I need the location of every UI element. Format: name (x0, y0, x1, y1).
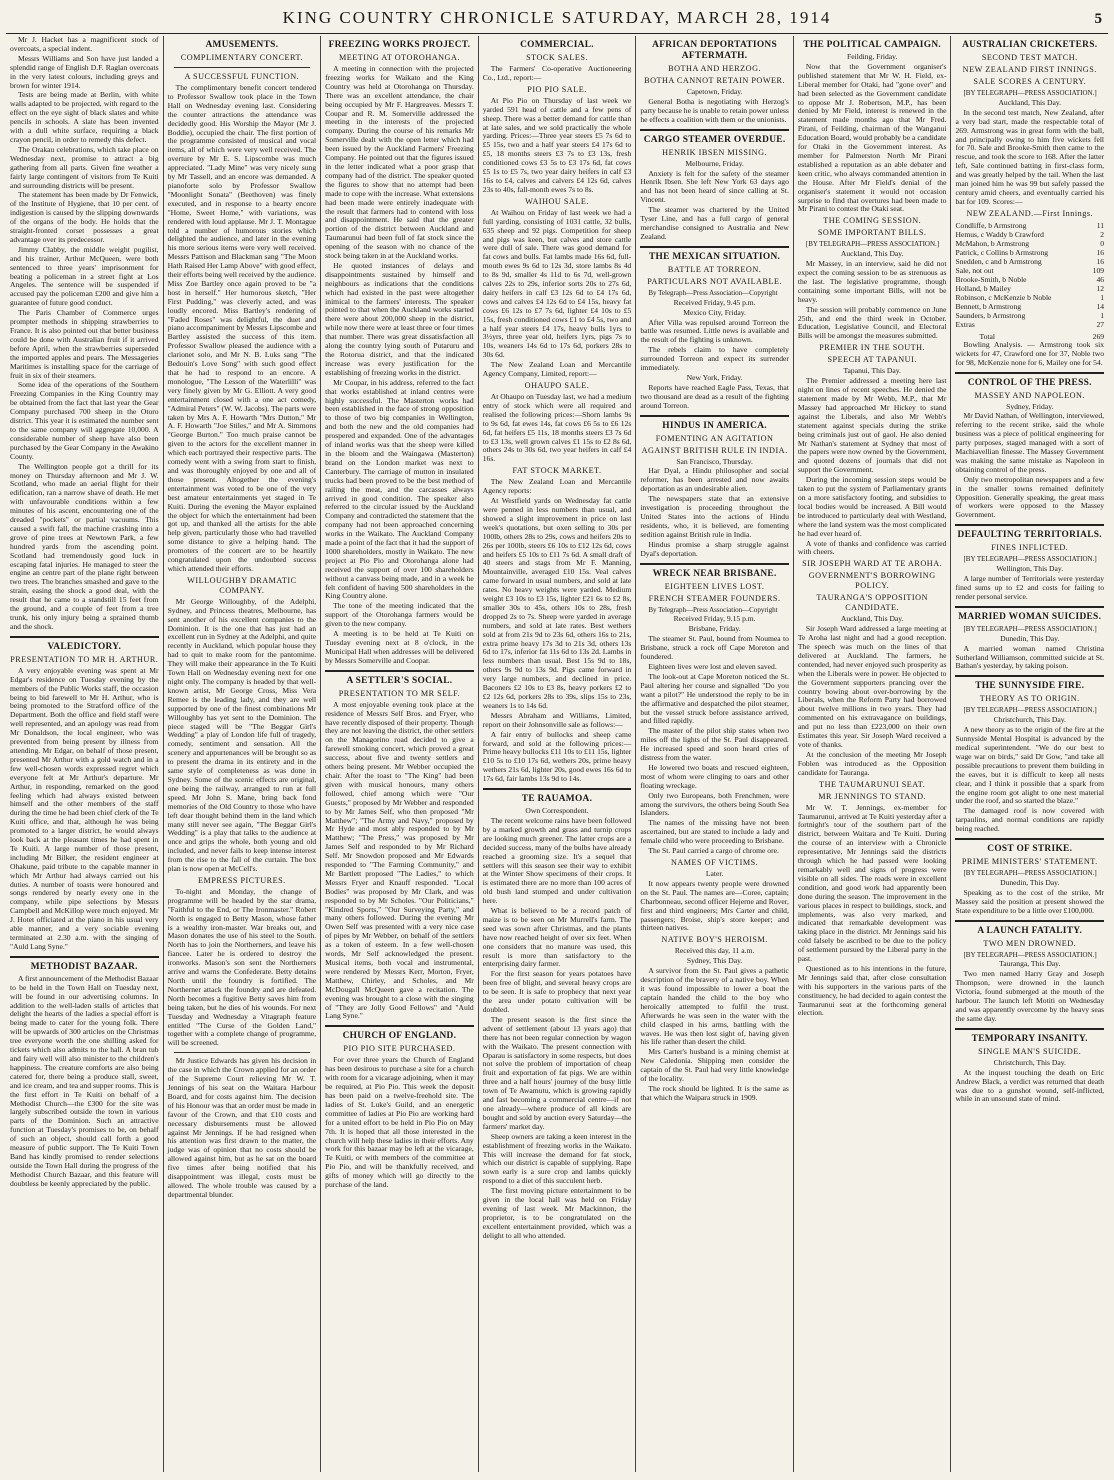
batsman-name: Holland, b Mailey (955, 283, 1011, 293)
subheadline: COMPLIMENTARY CONCERT. (180, 53, 303, 62)
paragraph: General Botha is negotiating with Herzog's party because he is unable to retain power unless he effects a coalition with them or the unionists. (640, 96, 789, 124)
subheadline: EMPRESS PICTURES. (198, 875, 286, 885)
dateline: Capetown, Friday. (686, 87, 743, 96)
batsman-name: Snedden, c and b Armstrong (955, 256, 1042, 266)
batsman-runs: 27 (1096, 319, 1105, 329)
paragraph: The steamer was chartered by the United Tyser Line, and has a full cargo of general merchandise consigned to Australia and New Zealand. (640, 205, 789, 241)
subheadline: AGAINST BRITISH RULE IN INDIA. (641, 445, 788, 455)
subheadline: NEW ZEALAND.—First Innings. (966, 208, 1094, 218)
paragraph: The present season is the first since the advent of settlement (about 13 years ago) that there has not been regular connection by wagon with the Waikato. The present connection with Oparau is satisfactory in some respects, but does not solve the problem of importation of cheap fruit and exportation of fat pigs. We are within three and a half hours' journey of the busy little town of Te Awamutu, which is growing rapidly and fast becoming a commercial centre—if not one already—where produce of all kinds are bought and sold by auction every Saturday—the farmers' market day. (482, 1014, 632, 1131)
scorecard-row (955, 320, 1104, 329)
batsman-name: Condliffe, b Armstrong (955, 220, 1027, 230)
headline-methodist-bazaar: METHODIST BAZAAR. (30, 961, 138, 972)
subheadline: FINES INFLICTED. (991, 543, 1069, 553)
subheadline: THE COMING SESSION. (823, 216, 922, 226)
divider (955, 606, 1104, 608)
subheadline: TWO MEN DROWNED. (983, 938, 1077, 948)
scorecard-total-row (955, 329, 1104, 341)
paragraph: During the incoming session steps would be taken to put the system of Parliamentary grants on a more satisfactory footing, and subsidies to local bodies would be increased. A Bill would be introduced to particularly deal with Westland, where the land system was the most complicated he had ever heard of. (797, 475, 947, 538)
divider (10, 636, 159, 638)
page-number: 5 (1094, 11, 1102, 27)
column-6 (794, 36, 952, 1472)
subheadline: WILLOUGHBY DRAMATIC COMPANY. (187, 575, 297, 595)
subheadline: PIO PIO SALE. (527, 84, 587, 94)
headline-defaulting-territorials: DEFAULTING TERRITORIALS. (957, 530, 1102, 541)
batsman-name: Brooke-Smith, b Noble (955, 274, 1027, 284)
wire-credit: By Telegraph—Press Association—Copyright (648, 605, 778, 614)
dateline: Wellington, This Day. (996, 564, 1064, 574)
paragraph: After Villa was repulsed around Torreon the battle was resumed. Little news is available and the result of the fighting is unknown. (640, 317, 789, 345)
headline-hindus-in-america: HINDUS IN AMERICA. (662, 420, 767, 431)
headline-cost-of-strike: COST OF STRIKE. (987, 844, 1073, 855)
batsman-runs: 14 (1096, 301, 1105, 311)
byline: Own Correspondent. (525, 806, 589, 816)
scorecard-row (955, 221, 1104, 230)
paragraph: A large number of Territorials were yesterday fined sums up to £2 and costs for failing to render personal service. (955, 574, 1105, 601)
paragraph: A married woman named Christina Sutherland Williamson, committed suicide at St. Bathan's yesterday, by taking poison. (955, 643, 1105, 671)
dateline: Mexico City, Friday. (683, 307, 746, 317)
paragraph: A meeting is to be held at Te Kuiti on Tuesday evening next at 8 o'clock, in the Municipal Hall when addresses will be delivered by Messrs Somerville and Coopar. (325, 629, 474, 665)
batsman-name: Saunders, b Armstrong (955, 310, 1026, 320)
scorecard-row (955, 284, 1104, 293)
dateline: Dunedin, This Day. (1000, 633, 1060, 643)
subheadline: PARTICULARS NOT AVAILABLE. (647, 276, 782, 286)
paragraph: A new theory as to the origin of the fire at the Sunnyside Mental Hospital is advanced by the medical superintendent. "We do our best to wage war on birds," said Dr Gow, "and take all possible precautions to prevent them building in the eaves, but it is difficult to keep all nests clear, and I think it possible that a spark from the engine room got alight to one nest material under the roof, and so started the blaze." (955, 725, 1105, 806)
batsman-name: Bennett, b Armstrong (955, 301, 1022, 311)
paragraph: Reports have reached Eagle Pass, Texas, that two thousand are dead as a result of the fighting around Torreon. (640, 382, 789, 410)
dateline: Christchurch, This Day. (993, 715, 1066, 725)
divider (955, 838, 1104, 840)
column-3 (321, 36, 479, 1472)
batsman-runs: 1 (1100, 310, 1105, 320)
headline-african-deportations: AFRICAN DEPORTATIONS AFTERMATH. (652, 40, 778, 61)
divider (955, 372, 1104, 374)
paragraph: At Waihou on Friday of last week we had a full yarding, consisting of 1031 cattle, 32 bulls, 635 sheep and 92 pigs. Competition for sheep and pigs was keen, but calves and store cattle were dull of sale. There was good demand for fat cows and bulls. Fat lambs made 16s 6d, full-mouth ewes 9s 6d to 12s 3d, store lambs 8s 4d to 8s 9d, smaller 4s 11d to 6s 7d, well-grown calves 22s to 29s, inferior sorts 20s to 27s 6d, dairy heifers in calf £3 12s 6d to £4 17s 6d, cows and calves £4 12s 6d to £4 15s, heavy fat cows £6 12s to £7 7s 6d, lighter £4 10s to £5 15s, fresh conditioned cows £1 to £4 5s, two and a half year steers £4 17s, heavy bulls 1yrs to 3½yrs, three year old, heifers 1yrs, pigs 7s to 10s, weaners 14s 6d to 17s 6d, porkers 28s to 30s 6d. (482, 207, 632, 360)
scorecard-table (955, 221, 1104, 341)
scorecard-row (955, 248, 1104, 257)
scorecard-row (955, 311, 1104, 320)
paragraph: Messrs Abraham and Williams, Limited, report on their Johnsonville sale as follows:— (482, 710, 632, 729)
dateline: Tauranga, This Day. (999, 959, 1061, 969)
paragraph: The recent welcome rains have been followed by a marked growth and grass and turnip crops are looking much greener. The latter crops are a decided success, many of the bulbs have already reached a grooming size. It's a sequel that settlers will this season see their way to exhibit at the Winter Show specimens of their crops. It is estimated there are no more than 100 acres of old bush land stumped and under cultivation here. (482, 815, 632, 906)
column-4 (479, 36, 637, 1472)
wire-credit: [BY TELEGRAPH—PRESS ASSOCIATION.] (963, 950, 1097, 959)
subheadline: NATIVE BOY'S HEROISM. (661, 935, 768, 945)
paragraph: A meeting in connection with the projected freezing works for Waikato and the King Country was held at Otorohanga on Thursday. There was an excellent attendance, the chair being occupied by Mr F. Hargreaves. Messrs T. Coupar and R. M. Somerville addressed the meeting in the interests of the projected company. During the course of his remarks Mr Somerville dealt with the open letter which had been issued by the Auckland Farmers' Freezing Company. He pointed out that the figures issued in the letter indicated what a poor grasp that company had of the district. The speaker quoted the figures to show that no attempt had been made to cope with the increase. What extensions had been made were entirely inadequate with the result that farmers had to contend with loss and disappointment. He said that the greater portion of the district between Auckland and Taumarunui had been full of fat stock since the opening of the season with no chance of the stock being taken in at the Auckland works. (325, 64, 474, 261)
subheadline: PIO PIO SITE PURCHASED. (343, 1044, 456, 1054)
paragraph: He lowered two boats and rescued eighteen, most of whom were clinging to oars and other floating wreckage. (640, 762, 789, 790)
paragraph: The Wellington people got a thrill for its money on Thursday afternoon and Mr J. W. Scotland, who made an aerial flight for their edification, ran a narrow shave of death. He met with unfavourable conditions within a few minutes of his ascent, encountering one of the dreaded "pockets" or partial vacuums. This caused a swift fall, the machine crashing into a grove of pine trees at Newtown Park, a few hundred yards from the ascending point. Scotland had tremendously good luck in escaping fatal injuries. He managed to steer the engine an centre part of the plane right between two trees. The branches smashed and gave to the strain, easing the shock a good deal, with the result that he came to a standstill 15 feet from the ground, and a couple of feet from a tree trunk, his only injury being a sprained thumb and the shock. (10, 461, 159, 631)
dateline: Received Friday, 9.15 p.m. (673, 614, 756, 624)
wire-credit: [BY TELEGRAPH—PRESS ASSOCIATION.] (963, 624, 1097, 633)
divider (955, 524, 1104, 526)
paragraph: Sheep owners are taking a keen interest in the establishment of freezing works in the Waikato. This will increase the demand for fat stock, which our district is capable of supplying. Rape sown early is a sure crop and lambs quickly respond to a diet of this succulent herb. (482, 1131, 632, 1186)
paragraph: Mr David Nathan, of Wellington, interviewed, referring to the recent strike, said the whole business was a piece of political engineering for party purposes, staged managed with a sort of Machiavellian finesse. The Massey Government was making the same mistake as Napoleon in obtaining control of the press. (955, 411, 1105, 474)
column-5 (636, 36, 794, 1472)
dateline: Received this day, 11 a.m. (674, 946, 755, 956)
subheadline: GOVERNMENT'S BORROWING POLICY. (808, 571, 936, 591)
dateline: Auckland, This Day. (840, 249, 904, 259)
divider (10, 956, 159, 958)
paragraph: The first moving picture entertainment to be given in the local hall was held on Friday evening of last week. Mr Mackinnon, the proprietor, is to be congratulated on the excellent entertainment provided, which was a delight to all who attended. (482, 1186, 632, 1240)
batsman-name: Sale, not out (955, 265, 994, 275)
wire-credit: By Telegraph—Press Association—Copyright (648, 288, 778, 297)
subheadline: SPEECH AT TAPANUI. (827, 355, 917, 365)
paragraph: A very enjoyable evening was spent at Mr Edgar's residence on Tuesday evening by the members of the Public Works staff, the occasion being to bid farewell to Mr H. Arthur, who is being promoted to the Stratford office of the Department. Both the office and field staff were well represented, and an apology was read from Mr Donaldson, the local engineer, who was prevented from being present by illness from attending. Mr Edgar, on behalf of those present, presented Mr Arthur with a gold watch and in a few well-chosen words expressed regret which everyone felt at Mr Arthur's departure. Mr Arthur, in responding, remarked on the good feeling which had always existed between himself and the other members of the staff during the time he had been chief clerk of the Te Kuiti office, and that, although he was being promoted to a larger district, he would always look back at the pleasant times he had spent in Te Kuiti. A large number of those present, including Mr Bilker, the resident engineer at Ohakune, paid tribute to the capable manner in which Mr Arthur had always carried out his duties. A number of toasts were honoured and songs rendered by nearly every one in the company, while pipe selections by Messrs Campbell and McKillop were much enjoyed. Mr J. Hotet officiated at the piano in his usual very able manner, and a very sociable evening terminated at 2.30 a.m. with the singing of "Auld Lang Syne." (10, 665, 159, 951)
subheadline: PRIME MINISTERS' STATEMENT. (961, 857, 1098, 867)
newspaper-title: KING COUNTRY CHRONICLE SATURDAY, MARCH 28, 1914 (282, 8, 832, 27)
headline-settlers-social: A SETTLER'S SOCIAL. (346, 675, 453, 686)
subheadline: EIGHTEEN LIVES LOST. (664, 581, 765, 591)
divider (483, 788, 632, 790)
batsman-runs: 12 (1096, 283, 1105, 293)
paragraph: Har Dyal, a Hindu philosopher and social reformer, has been arrested and now awaits deportation as an undesirable alien. (640, 466, 789, 494)
dateline: Feilding, Friday. (847, 52, 898, 61)
scorecard-row (955, 293, 1104, 302)
subheadline: SIR JOSEPH WARD AT TE AROHA. (802, 559, 943, 569)
dateline: Tapanui, This Day. (843, 366, 901, 376)
paragraph: Only two Europeans, both Frenchmen, were among the survivors, the others being South Sea Islanders. (640, 790, 789, 818)
headline-commercial: COMMERCIAL. (520, 40, 594, 50)
wire-credit: [BY TELEGRAPH—PRESS ASSOCIATION.] (963, 89, 1097, 97)
divider (174, 67, 311, 68)
paragraph: Hindus promise a sharp struggle against Dyal's deportation. (640, 539, 789, 558)
paragraph: The Premier addressed a meeting here last night on lines of recent speeches. He denied the statement made by Mr Webb, M.P., that Mr Massey had approached Mr Hickey to stand against the Liberals, and also Mr Webb's statement against specials during the strike being criminals just out of gaol. He also denied Mr Nathan's statement at Sydney that most of the papers were now owned by the Government, and quoted dozens of journals that did not support the Government. (797, 376, 947, 475)
headline-married-woman-suicides: MARRIED WOMAN SUICIDES. (958, 611, 1102, 622)
paragraph: The rebels claim to have completely surrounded Torreon and expect its surrender immediately. (640, 345, 789, 373)
paragraph: The newspapers state that an extensive investigation is proceeding throughout the United States into the actions of Hindu residents, who, it is believed, are fomenting sedition against British rule in India. (640, 494, 789, 539)
paragraph: For the first season for years potatoes have been free of blight, and several heavy crops are to be seen. It is safe to prophecy that next year the area under potato cultivation will be doubled. (482, 969, 632, 1014)
headline-te-rauamoa: TE RAUAMOA. (521, 794, 593, 805)
paragraph: Mr J. Hacket has a magnificent stock of overcoats, a special indent. (10, 36, 159, 53)
headline-launch-fatality: A LAUNCH FATALITY. (977, 925, 1083, 936)
total-label: Total (979, 331, 995, 341)
paragraph: To-night and Monday, the change of programme will be headed by the star drama, "Faithful to the End, or The Ironmaster." Robert North is engaged to Betty Mason, whose father is a wealthy iron-master. War breaks out, and Mason donates the use of his steel to the South. North has to join the Northerners, and leave his fiancee. Later he is ordered to destroy the ironworks. Mason's son sent the Northerners arrive and warns the Confederate. Betty detains North until the foundry is fortified. The Northerner attack the foundry and are defeated. North becomes a fugitive Betty saves him from being taken, but he dies of his wounds. For next Tuesday and Wednesday a Vitagraph feature entitled "The Curse of the Golden Land," together with a complete change of programme, will be screened. (167, 886, 317, 1048)
batsman-runs: 109 (1092, 265, 1105, 275)
paragraph: The statement has been made by Dr Fenwick, of the Institute of Hygiene, that 10 per cent. of indigestion is caused by the slipping downwards of the organs of the body. He holds that the straight-fronted corset possesses a great advantage over its predecessor. (10, 190, 159, 244)
divider (640, 415, 789, 417)
paragraph: Only two metropolitan newspapers and a few in the smaller towns remained definitely Opposition. Generally speaking, the great mass of workers were opposed to the Massey Government. (955, 474, 1105, 520)
paragraph: Mr Massey, in an interview, said he did not expect the coming session to be as strenuous as the last. The legislative programme, though containing some important Bills, will not be heavy. (797, 259, 947, 304)
paragraph: A survivor from the St. Paul gives a pathetic description of the bravery of a native boy. When it was found impossible to lower a boat the captain handed the child to the boy who heroically attempted to fulfil the trust. Afterwards he was seen in the water with the child clasped in his arms, battling with the waves. He was then lost sight of, having given his life rather than desert the child. (640, 966, 789, 1047)
paragraph: At Ohaupo on Tuesday last, we had a medium entry of stock which were all required and realised the following prices:—Shorn lambs 9s to 9s 6d, fat ewes 14s, fat cows £6 5s to £6 12s 6d, fat heifers £5 11s, 18 months steers £3 7s 6d to £3 13s, well grown calves £1 15s to £2 8s 6d, others 24s to 30s 6d, two year heifers in calf £4 16s. (482, 392, 632, 464)
wire-credit: [BY TELEGRAPH—PRESS ASSOCIATION.] (963, 555, 1097, 564)
paragraph: The New Zealand Loan and Mercantile Agency Company, Limited, report:— (482, 360, 632, 379)
batsman-runs: 2 (1100, 229, 1105, 239)
subheadline: BOTHA CANNOT RETAIN POWER. (644, 76, 786, 85)
paragraph: Jimmy Clabby, the middle weight pugilist, and his trainer, Arthur McQueen, were both sentenced to three years' imprisonment for beating a policeman in a street fight at Los Angeles. The sentence will be suspended if accused pay the policeman £200 and give him a guarantee of future good conduct. (10, 244, 159, 308)
subheadline: OHAUPO SALE. (524, 381, 590, 390)
subheadline: FOMENTING AN AGITATION (655, 433, 774, 443)
headline-temporary-insanity: TEMPORARY INSANITY. (971, 1033, 1088, 1044)
subheadline: TAURANGA'S OPPOSITION CANDIDATE. (816, 593, 928, 613)
divider (325, 670, 474, 672)
paragraph: Mr Justice Edwards has given his decision in the case in which the Crown applied for an order of the Supreme Court relieving Mr W. T. Jennings of his seat on the Waitara Harbour Board, and for costs against him. The decision of his Honour was that an order must be made in favour of the Crown, and that £10 costs and necessary disbursements must be allowed against Mr Jennings. If he had resigned when his attention was first drawn to the matter, the judge was of opinion that no costs should be allowed against him, but as he sat on the board five times after being notified that his disappointment was illegal, costs must be allowed. The whole trouble was caused by a departmental blunder. (167, 1056, 317, 1199)
paragraph: The look-out at Cape Moreton noticed the St. Paul altering her course and signalled "Do you want a pilot?" He understood the reply to be in the affirmative and despatched the pilot steamer, but the vessel struck before assistance arrived, and filled rapidly. (640, 671, 789, 726)
paragraph: For over three years the Church of England has been desirous to purchase a site for a church with room for a vicarage adjoining, when it may be required, at Pio Pio. This week the deposit has been paid on a twelve-freehold site. The ladies of St. Luke's Guild, and an energetic committee of ladies at Pio Pio are working hard for a united effort to be held in Pio Pio on May 7th. It is hoped that all those interested in the church will help these ladies in their efforts. Any work for this bazaar may be left at the vicarage, Te Kuiti, or with members of the committee at Pio Pio, and will be thankfully received, and gifts of money which will go directly to the purchase of the land. (325, 1055, 474, 1190)
batsman-runs: 11 (1096, 220, 1105, 230)
dateline: Received Friday, 9.45 p.m. (673, 297, 756, 307)
subheadline: THEORY AS TO ORIGIN. (979, 694, 1080, 704)
dateline: Melbourne, Friday. (685, 158, 744, 168)
paragraph: Messrs Williams and Son have just landed a splendid range of English D.F. Raglan overcoats in the very latest colours, including greys and brown for winter 1914. (10, 53, 159, 90)
paragraph: The complimentary benefit concert tendered to Professor Swallow took place in the Town Hall on Wednesday evening last. Considering the counter attractions the attendance was decidedly good. His Worship the Mayor (Mr J. Boddie), occupied the chair. The first portion of the programme consisted of musical and vocal items, all of which were very well received. The overture by Mr E. S. Lipscombe was much appreciated. "Lady Mine" was very nicely sung by Mr Tassell, and an encore was demanded. A pianoforte solo by Professor Swallow "Moonlight Sonata" (Beethoven) was finely executed, and in response to a hearty encore "Home, Sweet Home," with variations, was rendered with loud applause. Mr J. T. Montague told a number of humorous stories which delighted the audience, and later in the evening his more serious items were very well received. Messrs Pattison and Blackman sang "The Moon Hath Raised Her Lamp Above" with good effect, their efforts being well received by the audience. Miss Zoe Bartley once again proved to be "a host in herself." Her humorous sketch, "Her First Pudding," was cleverly acted, and was loudly encored. Miss Bartley's rendering of "Faded Roses" was delightful, the duet and piano accompaniment by Messrs Lipscombe and Bartley assisted the success of this item. Professor Swallow pleased the audience with a clarionet solo, and Mr N. B. Luks sang "The Bedouin's Love Song" with such good effect that he had to respond to an encore. A monologue, "The Lesson of the Waterlilli" was very finely given by Mr G. Elliott. A very good entertainment closed with a one act comedy, "Admiral Peters" (W. W. Jacobs). The parts were taken by Mrs A. F. Howarth "Mrs Dutton," Mr A. F. Howarth "Joe Stiles," and Mr A. Simmons "George Burton." Too much praise cannot be given to the actors for the excellent manner in which each portrayed their respective parts. The comedy went with a swing from start to finish, and was thoroughly enjoyed by one and all of those present. Altogether the evening's entertainment was voted to be one of the very best amateur entertainments yet staged in Te Kuiti. During the evening the Mayor explained the object for which the entertainment had been got up, and thanked all the artists for the able help given, particularly those who had travelled some distance to give a helping hand. The promoters of the concert are to be heartily congratulated upon the undoubted success which attended their efforts. (167, 83, 317, 573)
headline-church-of-england: CHURCH OF ENGLAND. (342, 1031, 457, 1042)
paragraph: He quoted instances of delays and disappointments sustained by himself and neighbours as indications that the conditions which had existed in the past were altogether inimical to the farmers' interests. The speaker pointed to that when the Auckland works started there were about 200,000 sheep in the district, while now there were at least three or four times that number. There was great dissatisfaction all along the country lying south of Putaruru and the Rotorua district, and that the indicated increase was every justification for the establishing of freezing works in the district. (325, 260, 474, 377)
subheadline: HENRIK IBSEN MISSING. (662, 147, 768, 157)
paragraph: The rock should be lighted. It is the same as that which the Waipara struck in 1909. (640, 1083, 789, 1102)
subheadline: FAT STOCK MARKET. (512, 466, 602, 476)
subheadline: BOTHA AND HERZOG. (668, 64, 762, 73)
subheadline: MASSEY AND NAPOLEON. (974, 390, 1085, 400)
paragraph: In the second test match, New Zealand, after a very bad start, made the respectable total of 269. Armstrong was in great form with the ball, and principally owing to him five wickets fell for 70. Sale and Brooke-Smith then came to the rescue, and took the score to 168. After the latter left, Sale continued batting in first-class form, and was greatly helped by the tail. When the last man joined him he was 99 but safely passed the century amid cheers, and eventually carried his bat for 109. Scores:— (955, 107, 1105, 206)
paragraph: The damaged roof is now covered with tarpaulins, and normal conditions are rapidly being reached. (955, 806, 1105, 834)
dateline: Sydney, Friday. (1006, 401, 1054, 411)
subheadline: PREMIER IN THE SOUTH. (819, 343, 926, 353)
subheadline: FRENCH STEAMER FOUNDERS. (648, 593, 781, 603)
subheadline: MR JENNINGS TO STAND. (818, 791, 927, 801)
paragraph: Questioned as to his intentions in the future, Mr Jennings said that, after close consultation with his supporters in the various parts of the constituency, he had decided to again contest the Taumarunui seat at the forthcoming general election. (797, 963, 947, 1018)
batsman-runs: 16 (1096, 247, 1105, 257)
paragraph: At Pio Pio on Thursday of last week we yarded 591 head of cattle and a few pens of sheep. There was a better demand for cattle than at late sales, and we sold practically the whole yarding. Prices:—Three year steers £5 7s 6d to £5 15s, two and a half year steers £4 17s 6d to £5, 18 months steers £3 7s to £3 13s, fresh conditioned cows £3 5s to £3 17s 6d, fat cows £5 1s to £5 7s, two year dairy heifers in calf £3 16s to £4, calves and calvers £4 12s 6d, calves 23s to 40s, fall-month ewes 7s to 8s. (482, 95, 632, 194)
batsman-name: McMahon, b Armstrong (955, 238, 1030, 248)
batsman-runs: 0 (1100, 238, 1105, 248)
paragraph: Sir Joseph Ward addressed a large meeting at Te Aroha last night and had a good reception. The speech was much on the lines of that delivered at Auckland. The farmers, he contended, had never enjoyed such prosperity as when the Liberals were in power. He objected to the Government supporters prancing over the country bowing about over-borrowing by the Liberals, when the Reform Party had borrowed about twelve millions in two years. They had commented on his extravagance on buildings, and put no less than £223,000 on their own Estimates this year. Sir Joseph Ward received a vote of thanks. (797, 624, 947, 749)
dateline: Christchurch, This Day. (993, 1057, 1066, 1067)
headline-valedictory: VALEDICTORY. (47, 641, 122, 652)
divider (640, 129, 789, 131)
paragraph: The Paris Chamber of Commerce urges prompter methods in shipping strawberries to France. It is also pointed out that better business could be done with Australian fruit if it arrived before April, when the strawberries superseded the imported apples and pears. The Messageries Maritimes is installing space for the carriage of fruit in six of their steamers. (10, 308, 159, 380)
headline-sunnyside-fire: THE SUNNYSIDE FIRE. (975, 681, 1085, 692)
paragraph: Mr George Willoughby, of the Adelphi, Sydney, and Princess theatres, Melbourne, has sent another of his excellent companies to the Dominion. It is the one that has just had an excellent run in Sydney at the Adelphi, and quite recently in Auckland, which popular house they had to quit to make room for the pantomime. They will make their appearance in the Te Kuiti Town Hall on Wednesday evening next for one night only. The company is headed by that well-known artist, Mr George Cross, Miss Vera Remee is the leading lady, and they are well supported by one of the finest combinations Mr Willoughby has yet sent to the Dominion. The piece staged will be "The Beggar Girl's Wedding" a play of London life full of tragedy, comedy, sentiment and sensation. All the scenery and appurtenances will be brought so as to present the drama in its entirety and in the same style of completeness as was done in Sydney. Some of the scenic effects are original, one being the railway, arranged to run at full speed. Mr John S. Mane, bring back fond memories of the Old Country to those who have left dear thought behind them in the land which many still never see again, "The Beggar Girl's Wedding" is a play that talks to the audience at once and grips the whole, both young and old included, and never fails to keep intense interest from the rise to the fall of the curtain. The box plan is now open at McCell's. (167, 596, 317, 874)
divider (325, 1025, 474, 1027)
subheadline: STOCK SALES. (526, 53, 588, 62)
dateline: San Francisco, Thursday. (676, 456, 753, 466)
paragraph: The master of the pilot ship states when two miles off the lights of the St. Paul disappeared. He increased speed and soon heard cries of distress from the water. (640, 726, 789, 763)
paragraph: The St. Paul carried a cargo of chrome ore. (648, 846, 779, 856)
paragraph: A fair entry of bullocks and sheep came forward, and sold at the following prices:—Prime heavy bullocks £11 10s to £11 15s, lighter £10 5s to £10 17s 6d, wethers 20s, prime heavy wethers 21s 6d, lighter 20s, good ewes 16s 6d to 17s 6d, fair lambs 13s 9d to 14s. (482, 729, 632, 784)
paragraph: At the inquest touching the death on Eric Andrew Black, a verdict was returned that death was due to a gunshot wound, self-inflicted, while in an unsound state of mind. (955, 1067, 1105, 1104)
divider (955, 1028, 1104, 1030)
headline-amusements: AMUSEMENTS. (205, 40, 279, 50)
dateline: Auckland, This Day. (998, 97, 1062, 107)
divider (640, 246, 789, 248)
subheadline: SINGLE MAN'S SUICIDE. (978, 1046, 1082, 1056)
scorecard-row (955, 266, 1104, 275)
dateline: Dunedin, This Day. (1000, 877, 1060, 887)
subheadline: PRESENTATION TO MR SELF. (338, 688, 461, 698)
dateline: Later. (705, 869, 724, 878)
subheadline: WAIHOU SALE. (525, 196, 589, 206)
masthead (6, 8, 1108, 34)
paragraph: Now that the Government organiser's published statement that Mr W. H. Field, ex-Liberal member for Otaki, had "gone over" and had been selected as the Government candidate to oppose Mr J. Robertson, M.P., has been denied by Mr Field, interest is renewed in the statement made months ago that Mr Fred. Pirani, of Feilding, chairman of the Wanganui Education Board, would probably be a candidate for Otaki in the Government interest. As member for Palmerston North Mr Pirani established a reputation as an able debater and keen critic, who always commanded attention in the House. After Mr Field's denial of the organiser's statement it would not occasion surprise to find that overtures had been made to Mr Pirani to contest the Otaki seat. (797, 61, 947, 214)
paragraph: A vote of thanks and confidence was carried with cheers. (797, 538, 947, 557)
paragraph: Tests are being made at Berlin, with white walls adapted to be projected, with regard to the effect on the eye sight of black slates and white pencils in schools. A slate has been invented with a dull white surface, requiring a black crayon pencil, in order to remedy this defect. (10, 90, 159, 144)
paragraph: Anxiety is felt for the safety of the steamer Henrik Ibsen. She left New York 63 days ago and has not been heard of since calling at St. Vincent. (640, 168, 789, 205)
batsman-runs: 16 (1096, 256, 1105, 266)
column-1 (6, 36, 164, 1472)
headline-mexican-situation: THE MEXICAN SITUATION. (649, 251, 781, 262)
dateline: New York, Friday. (686, 372, 743, 382)
subheadline: BATTLE AT TORREON. (667, 264, 762, 274)
headline-political-campaign: THE POLITICAL CAMPAIGN. (803, 40, 942, 50)
wire-credit: [BY TELEGRAPH—PRESS ASSOCIATION.] (805, 240, 940, 249)
dateline: Brisbane, Friday. (688, 624, 741, 634)
subheadline: NEW ZEALAND FIRST INNINGS. (962, 65, 1097, 74)
headline-control-of-press: CONTROL OF THE PRESS. (967, 377, 1092, 388)
paragraph: The Farmers' Co-operative Auctioneering Co., Ltd., report:— (482, 64, 632, 82)
wire-credit: [BY TELEGRAPH—PRESS ASSOCIATION.] (963, 706, 1097, 715)
scorecard-row (955, 239, 1104, 248)
subheadline: SECOND TEST MATCH. (981, 53, 1078, 62)
subheadline: SOME IMPORTANT BILLS. (817, 228, 927, 238)
paragraph: At Westfield yards on Wednesday fat cattle were penned in less numbers than usual, and showed a slight improvement in price on last week's quotations, but oxen selling to 30s per 100lb, others 28s to 29s, cows and heifers 20s to 26s per 100lb, steers £6 10s to £12 12s 6d, cows and heifers £5 10s to £11 7s 6d. A small draft of 40 steers and stags from Mr F. Manning, Mountainville, averaged £10 15s. Veal calves came forward in usual numbers, and sold at late rates. No heavy weights were yarded. Medium weight £3 10s to £3 15s, lighter £21 6s to £2 8s, smaller 30s to 45s, others 10s to 28s, fresh dropped 2s to 7s. Sheep were yarded in average numbers, and sold at late rates. Best wethers sold at from 21s 9d to 23s 6d, others 16s to 21s, extra prime heavy 17s 3d to 21s 3d, others 13s 6d to 17s, inferior fat 11s 6d to 13s 2d. Lambs in less numbers than usual. Best 15s 9d to 18s, others 9s 9d to 13s 9d. Pigs came forward in very large numbers, and declined in price. Baconers £2 10s to £3 8s, heavy porkers £2 to £2 12s 6d, porkers 28s to 39s, slips 15s to 23s, weaners 1s to 14s 6d. (482, 496, 632, 710)
subheadline: NAMES OF VICTIMS. (670, 858, 759, 867)
paragraph: The names of the missing have not been ascertained, but are stated to include a lady and female child who were proceeding to Brisbane. (640, 818, 789, 846)
column-2 (164, 36, 322, 1472)
paragraph: The tone of the meeting indicated that the support of the Otorohanga farmers would be given to the new company. (325, 601, 474, 629)
headline-cargo-steamer: CARGO STEAMER OVERDUE. (643, 134, 786, 145)
wire-credit: [BY TELEGRAPH—PRESS ASSOCIATION.] (963, 869, 1097, 878)
batsman-name: Hemus, c Waddy b Crawford (955, 229, 1044, 239)
subheadline: SALE SCORES A CENTURY. (973, 77, 1087, 86)
batsman-name: Robinson, c McKenzie b Noble (955, 292, 1052, 302)
paragraph: Two men named Harry Gray and Joseph Thompson, were drowned in the launch Victoria, found submerged at the mouth of the harbour. The launch left Motiti on Wednesday and was apparently overcome by the heavy seas the same day. (955, 969, 1105, 1023)
scorecard-row (955, 257, 1104, 266)
paragraph: The steamer St. Paul, bound from Noumea to Brisbane, struck a rock off Cape Moreton and foundered. (640, 634, 789, 662)
paragraph: What is believed to be a record patch of maize is to be seen on Mr Murrell's farm. The seed was sown after Christmas, and the plants have now reached height of over six feet. When one considers that no manure was used, this result is more than satisfactory to the enterprising dairy farmer. (482, 906, 632, 969)
paragraph: Mrs Carter's husband is a mining chemist at New Caledonia. Shipping men consider the captain of the St. Paul had very little knowledge of the locality. (640, 1047, 789, 1084)
scorecard-row (955, 275, 1104, 284)
total-runs: 269 (1092, 331, 1105, 341)
dateline: Sydney, This Day. (686, 956, 743, 966)
paragraph: Some idea of the operations of the Southern Freezing Companies in the King Country may be obtained from the fact that last year the Gear Company purchased 700 sheep in the Otoro district. This year it is estimated the number sent to the same company will aggregate 10,000. A considerable number of sheep have also been purchased by the Gear Company in the Awakino County. (10, 380, 159, 461)
paragraph: The Orakau celebrations, which take place on Wednesday next, promise to attract a big gathering from all parts. Given fine weather a fairly large contingent of visitors from Te Kuiti and surrounding districts will be present. (10, 144, 159, 190)
subheadline: PRESENTATION TO MR H. ARTHUR. (10, 654, 159, 664)
paragraph: A first announcement of the Methodist Bazaar to be held in the Town Hall on Tuesday next, will be found in our advertising columns. In addition to the well-laden stalls of articles that delight the hearts of the ladies a special effort is being made to cater for the young folk. There will be upwards of 300 articles on the Christmas tree everyone worth the one shilling asked for tickets which also admits to the hall. A bran tub and fairy well will also minister to the children's happiness. The creature comforts are also being catered for, there being a produce stall, sweet, and ice cream, and tea and supper rooms. This is the first effort in Te Kuiti on behalf of a Methodist Church—the £300 for the site was largely subscribed outside the town in various parts of the Dominion. Such an attractive function at Tuesday's promises to be, on behalf of such an object, should call forth a good measure of public support. The Te Kuiti Town Band has kindly promised to render selections outside the Town Hall during the progress of the Methodist Church Bazaar, and this feature will doubtless be keenly appreciated by the public. (10, 973, 159, 1188)
subheadline: THE TAUMARUNUI SEAT. (819, 779, 926, 789)
dateline: Auckland, This Day. (840, 614, 904, 624)
paragraph: The session will probably commence on June 25th, and end the third week in October. Education, Legislative Council, and Electoral Bills will be amongst the measures submitted. (797, 304, 947, 341)
paragraph: It now appears twenty people were drowned on the St. Paul. The names are—Coree, captain; Charbonneau, second officer Hejerne and Rover, first and third engineers; Mrs Carter and child, passengers; Broise, ship's store keeper; and thirteen natives. (640, 878, 789, 933)
batsman-runs: 1 (1100, 292, 1105, 302)
paragraph: Bowling Analysis. — Armstrong took six wickets for 47, Crawford one for 37, Noble two for 98, McKenzie none for 6, Mailey one for 54. (955, 339, 1105, 367)
subheadline: MEETING AT OTOROHANGA. (338, 53, 460, 62)
paragraph: Mr Coupar, in his address, referred to the fact that works established at inland centres were highly successful. The Masterton works had been established in the face of strong opposition to those of two big companies in Wellington, and both the new and the old companies had prospered and expanded. One of the advantages of inland works was that the sheep were killed in the bloom and the Waingawa (Masterton) brand on the London market was next to Canterbury. The carriage of mutton in insulated trucks had been proved to be the best method of railing the meat, and the carcasses always arrived in good condition. The speaker also referred to the circular issued by the Auckland Company and contradicted the statement that the company had not been approached concerning works in the Waikato. The Auckland Company made a point of the fact that it had the support of 1000 shareholders, mostly in Waikato. The new project at Pio Pio and Otorohanga alone had received the support of over 100 shareholders without a canvass being made, and in a week he felt confident of having 500 shareholders in the King Country alone. (325, 377, 474, 601)
paragraph: At the conclusion of the meeting Mr Joseph Foblen was introduced as the Opposition candidate for Tauranga. (797, 749, 947, 777)
paragraph: Mr W. T. Jennings, ex-member for Taumarunui, arrived at Te Kuiti yesterday after a fortnight's tour of the southern part of the district, between Waitara and Te Kuiti. During the course of an interview with a Chronicle representative, Mr Jennings said the districts through which he had passed were looking remarkably well and signs of progress were visible on all sides. The roads were in excellent condition, and good work had apparently been done during the season. The improvement in the various places in respect to buildings, stock, and implements, was also very marked, and indicated that remarkable development was taking place in the district. Mr Jennings said his cold falsely be ascribed to be due to the policy of settlement pursued by the Liberal party in the past. (797, 802, 947, 964)
divider (640, 563, 789, 565)
batsman-name: Patrick, c Collins b Armstrong (955, 247, 1049, 257)
divider (955, 920, 1104, 922)
columns (6, 36, 1108, 1472)
scorecard-row (955, 230, 1104, 239)
headline-australian-cricketers: AUSTRALIAN CRICKETERS. (962, 40, 1098, 50)
paragraph: Eighteen lives were lost and eleven saved. (648, 661, 777, 671)
paragraph: A most enjoyable evening took place at the residence of Messrs Self Bros. and Fryer, who have recently disposed of their property. Though they are not leaving the district, the other settlers on the Managorino road decided to give a farewell smoking concert, which proved a great success, about five and twenty settlers and others being present. Mr Webber occupied the chair. After the toast to "The King" had been given with musical honours, many others followed, chief among which were "Our Guests," proposed by Mr Webber and responded to by Mr James Self, who then proposed "Mr Matthew"; "The Army and Navy," proposed by Mr Hyde and most ably responded to by Mr Matthew; "The Press," was proposed by Mr James Self and responded to by Mr Richard Self. Mr Snowdon proposed and Mr Edwards responded to "The Farming Community," and Mr Bartlett proposed "The Ladies," to which Messrs Fryer and Knauff responded. "Local Bodies" was proposed by Mr Clark, and was responded to by Mr Scholes. "Our Politicians," "Kindred Sports," "Our Surveying Party," and many others followed. During the evening Mr Owen Self was presented with a very nice case of pipes by Mr Webber, on behalf of the settlers as a token of esteem. In a few well-chosen words, Mr Self acknowledged the present. Musical items, both vocal and instrumental, were rendered by Messrs Kerr, Morton, Fryer, Matthew, Chirley, and Scholes, and Mr McDougall McQueen gave a recitation. The evening was brought to a close with the singing of "They are Jolly Good Fellows" and "Auld Lang Syne." (325, 699, 474, 1021)
divider (955, 675, 1104, 677)
headline-wreck-near-brisbane: WRECK NEAR BRISBANE. (652, 568, 777, 579)
batsman-runs: 46 (1096, 274, 1105, 284)
column-7 (951, 36, 1108, 1472)
paragraph: Speaking as to the cost of the strike, Mr Massey said the position at present showed the State expenditure to be a little over £100,000. (955, 887, 1105, 915)
subheadline: A SUCCESSFUL FUNCTION. (184, 72, 300, 81)
paragraph: The New Zealand Loan and Mercantile Agency reports: (482, 477, 632, 496)
headline-freezing-works: FREEZING WORKS PROJECT. (328, 40, 471, 50)
scorecard-row (955, 302, 1104, 311)
divider (174, 1052, 311, 1053)
batsman-name: Extras (955, 319, 975, 329)
